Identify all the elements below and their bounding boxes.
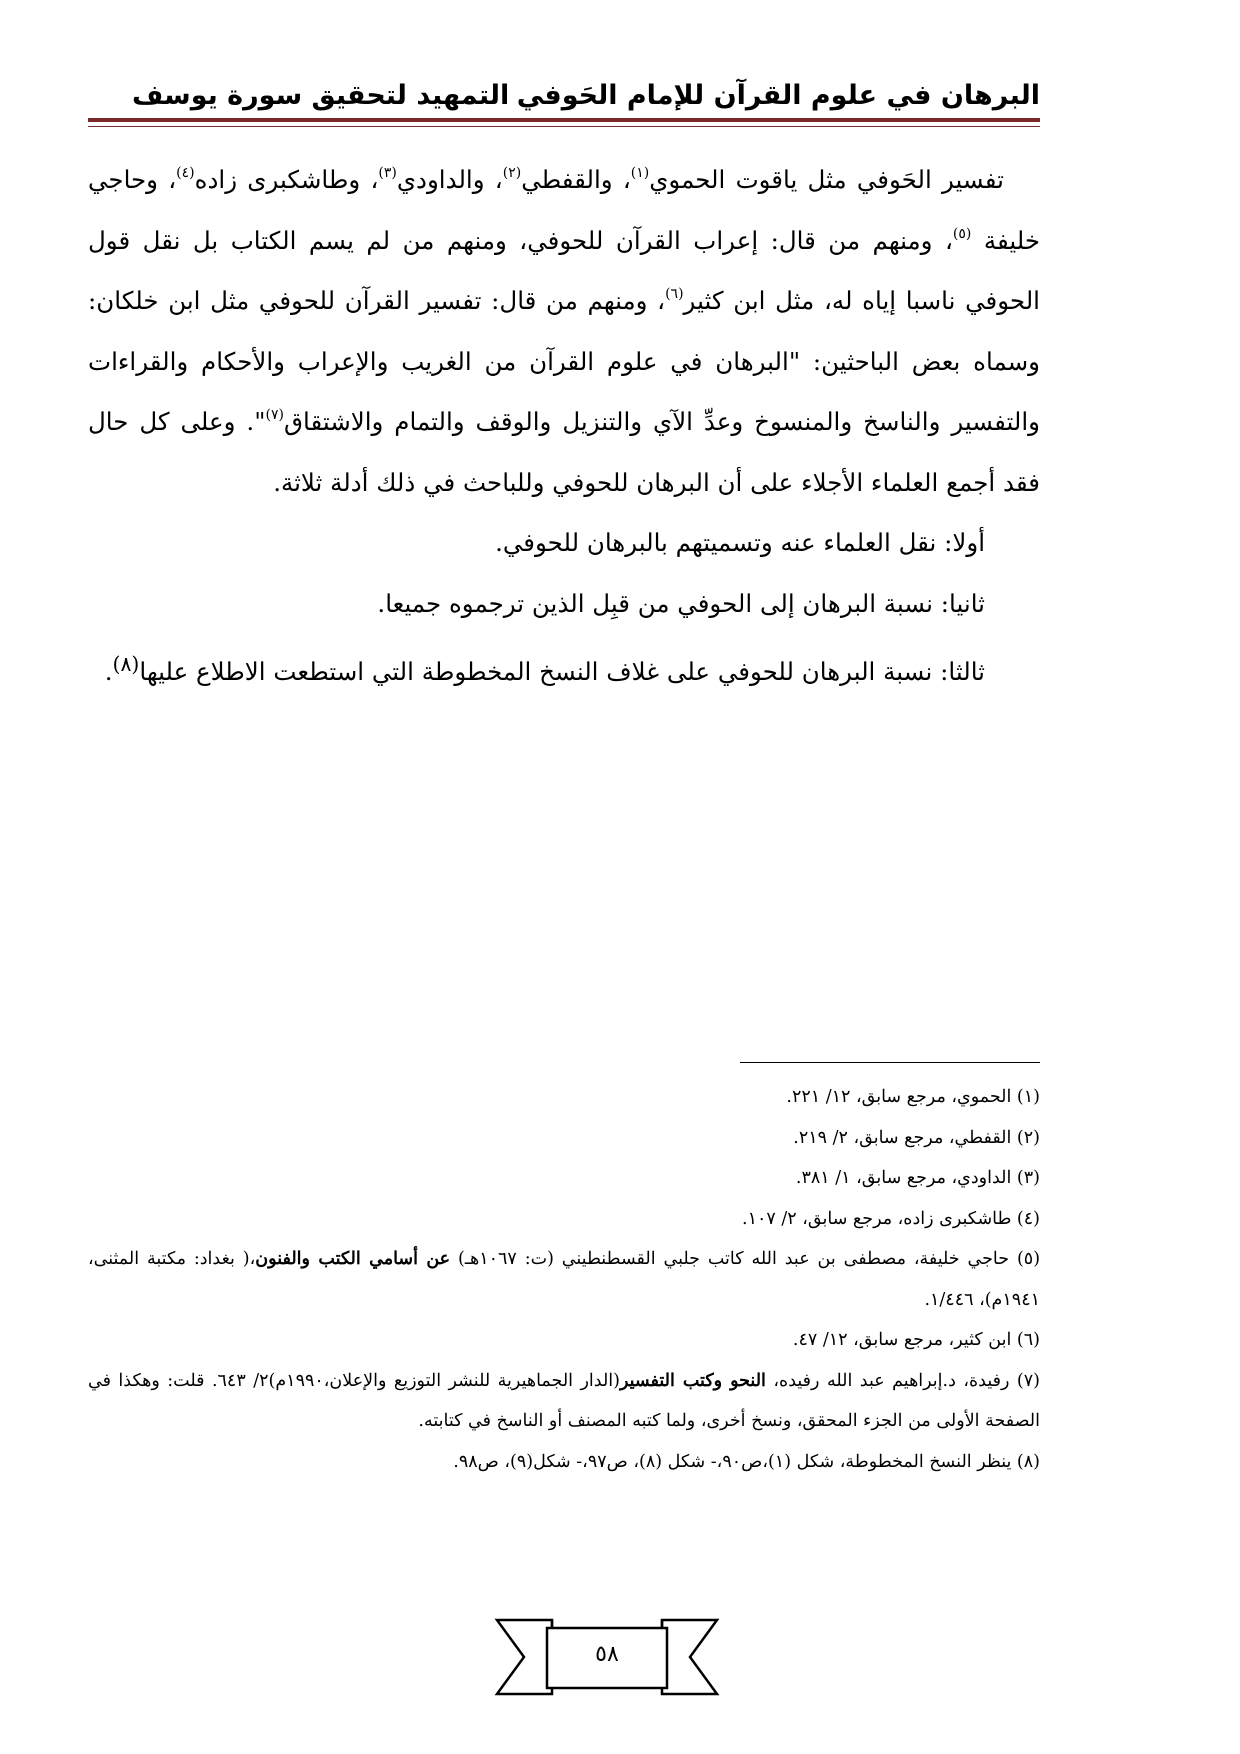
text-run: ، والداودي (396, 165, 503, 194)
text-run: ". وعلى كل حال فقد أجمع العلماء الأجلاء على أن البرهان للحوفي وللباحث في ذلك أدلة ثلاثة. (88, 407, 1040, 497)
footnote-2: (٢) القفطي، مرجع سابق، ٢/ ٢١٩. (793, 1127, 1040, 1148)
text-run: (الدار الجماهيرية للنشر التوزيع والإعلان،١٩٩٠م)٢/ ٦٤٣. قلت: وهكذا في الصفحة الأولى من الجزء المحقق، ونسخ أخرى، ولما كتبه المصنف أو الناسخ في كتابته. (88, 1370, 1040, 1431)
footnote-7 (88, 1361, 1040, 1442)
header-section-title: التمهيد لتحقيق سورة يوسف (132, 80, 510, 111)
text-run: ، والقفطي (521, 165, 631, 194)
text-run: ،( بغداد: مكتبة المثنى، ١٩٤١م)، ١/٤٤٦. (88, 1249, 1040, 1310)
page-number-ribbon (492, 1612, 722, 1702)
footnote-6: (٦) ابن كثير، مرجع سابق، ١٢/ ٤٧. (792, 1330, 1040, 1350)
footnote-ref-4: (٤) (176, 165, 195, 181)
text-run: ، ومنهم من قال: إعراب القرآن للحوفي، ومنهم من لم يسم الكتاب بل نقل قول الحوفي ناسبا إياه له، مثل ابن كثير (88, 225, 1040, 315)
text-run: ، وحاجي خليفة (88, 165, 1040, 255)
footnote-ref-8: (٨) (112, 652, 140, 676)
page-number: ٥٨ (595, 1642, 619, 1667)
book-title: النحو وكتب التفسير (620, 1370, 766, 1391)
text-run: ، ومنهم من قال: تفسير القرآن للحوفي مثل ابن خلكان: وسماه بعض الباحثين: "البرهان في علوم القرآن من الغريب والإعراب والأحكام والقراءات والتفسير والناسخ والمنسوخ وعدِّ الآي والتنزيل والوقف والتمام والاشتقاق (88, 286, 1041, 436)
footnote-ref-1: (١) (630, 165, 650, 181)
text-run: تفسير الحَوفي مثل ياقوت الحموي (649, 165, 1004, 194)
evidence-item-2: ثانيا: نسبة البرهان إلى الحوفي من قبِل الذين ترجموه جميعا. (377, 588, 985, 618)
header-rule-thin (88, 126, 1040, 127)
footnote-ref-2: (٢) (502, 165, 522, 181)
header-rule-thick (88, 118, 1040, 122)
footnote-ref-6: (٦) (665, 286, 684, 302)
footnote-ref-5: (٥) (952, 225, 972, 242)
page-header (120, 70, 1040, 118)
footnote-5 (88, 1239, 1040, 1320)
paragraph-1 (88, 150, 1040, 513)
text-run: ، وطاشكبرى زاده (194, 165, 379, 194)
text-run: . (104, 657, 113, 687)
text-run: (٥) حاجي خليفة، مصطفى بن عبد الله كاتب جلبي القسطنطيني (ت: ١٠٦٧هـ) (450, 1249, 1041, 1269)
footnote-8: (٨) ينظر النسخ المخطوطة، شكل (١)،ص٩٠،- شكل (٨)، ص٩٧،- شكل(٩)، ص٩٨. (453, 1451, 1040, 1472)
book-title: عن أسامي الكتب والفنون (255, 1249, 451, 1269)
footnote-3: (٣) الداودي، مرجع سابق، ١/ ٣٨١. (795, 1168, 1040, 1188)
header-book-title: البرهان في علوم القرآن للإمام الحَوفي (516, 80, 1040, 111)
footnote-ref-7: (٧) (265, 407, 284, 423)
footnote-separator (740, 1062, 1040, 1063)
main-text (88, 150, 1040, 703)
text-run: ثالثا: نسبة البرهان للحوفي على غلاف النسخ المخطوطة التي استطعت الاطلاع عليها (139, 657, 985, 687)
evidence-item-3 (88, 634, 1040, 703)
footnote-1: (١) الحموي، مرجع سابق، ١٢/ ٢٢١. (786, 1087, 1040, 1107)
evidence-item-1: أولا: نقل العلماء عنه وتسميتهم بالبرهان للحوفي. (495, 528, 985, 557)
footnote-4: (٤) طاشكبرى زاده، مرجع سابق، ٢/ ١٠٧. (742, 1208, 1040, 1229)
text-run: (٧) رفيدة، د.إبراهيم عبد الله رفيده، (765, 1370, 1040, 1391)
footnotes (88, 1077, 1040, 1482)
footnote-ref-3: (٣) (378, 165, 397, 181)
